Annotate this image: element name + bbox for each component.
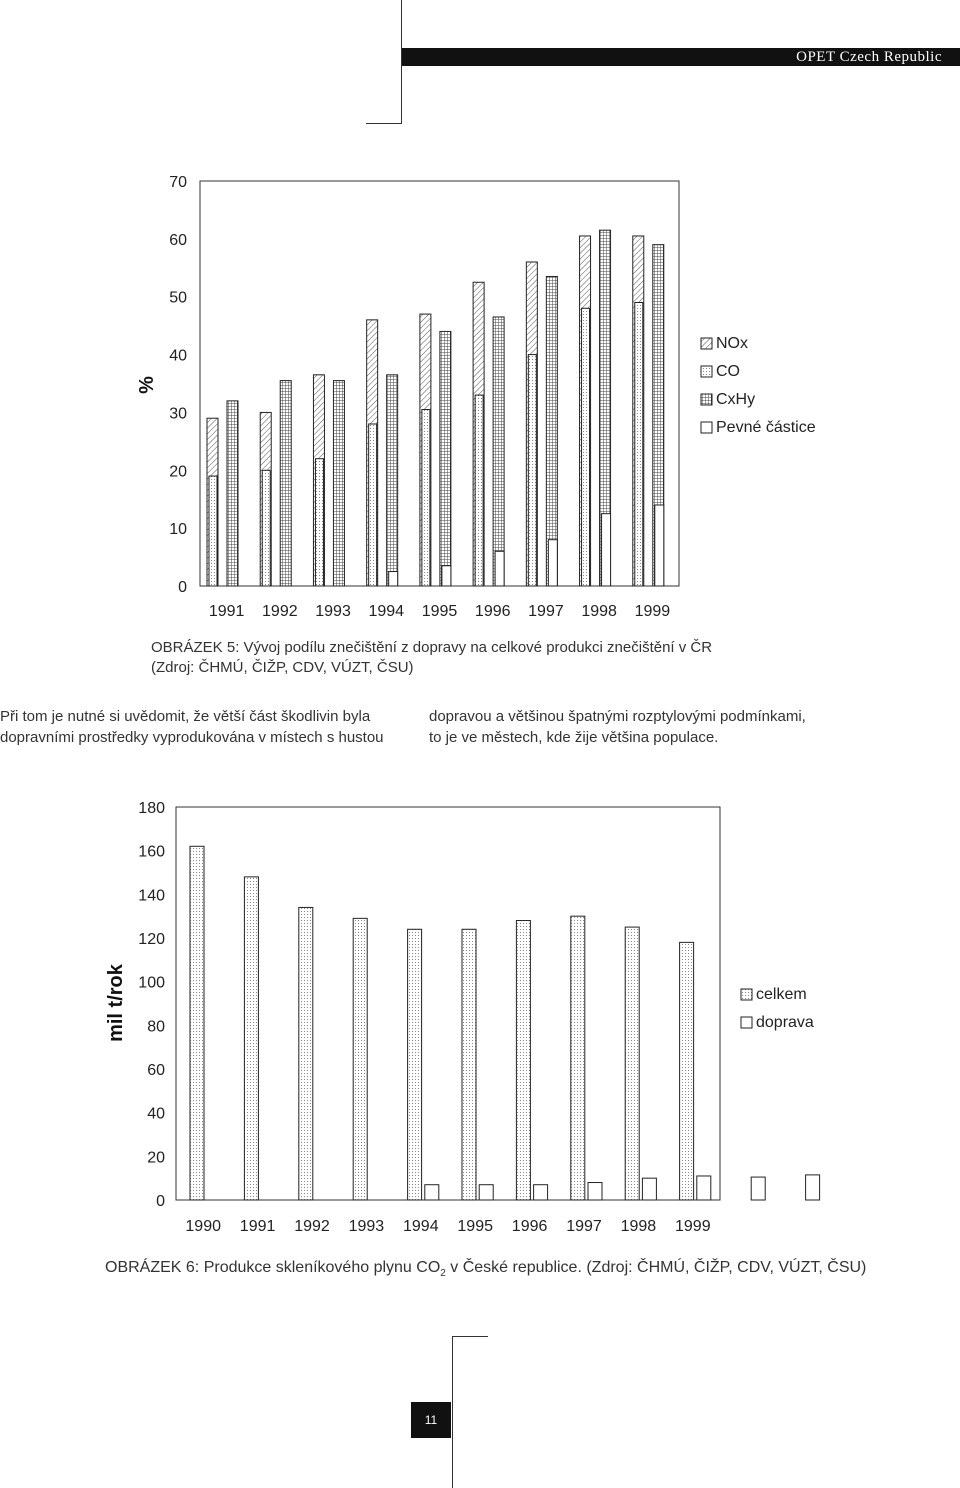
y-tick-label: 30 bbox=[169, 405, 187, 423]
x-tick-label: 1991 bbox=[239, 1218, 276, 1235]
legend-label: Pevné částice bbox=[716, 419, 816, 436]
y-tick-label: 100 bbox=[138, 974, 165, 992]
bar-cxhy bbox=[227, 401, 238, 586]
bar-co bbox=[635, 303, 643, 587]
bar-co bbox=[315, 459, 323, 586]
x-tick-label: 1998 bbox=[620, 1218, 657, 1235]
y-tick-label: 10 bbox=[169, 521, 187, 539]
figure6-caption-rest: v České republice. (Zdroj: ČHMÚ, ČIŽP, CDV, VÚZT, ČSU) bbox=[445, 1259, 867, 1276]
bar-celkem bbox=[190, 846, 204, 1200]
x-tick-label: 1992 bbox=[262, 603, 298, 620]
footer-corner-line bbox=[452, 1336, 488, 1337]
legend-label: doprava bbox=[756, 1014, 814, 1031]
y-tick-label: 40 bbox=[147, 1105, 165, 1123]
body-right-line2: to je ve městech, kde žije většina populace. bbox=[429, 729, 719, 746]
legend-swatch bbox=[741, 1017, 752, 1028]
bar-co bbox=[262, 470, 270, 586]
y-tick-label: 0 bbox=[156, 1193, 165, 1210]
bar-doprava bbox=[588, 1183, 602, 1200]
bar-cxhy bbox=[387, 375, 398, 586]
bar-doprava bbox=[642, 1178, 656, 1200]
bar-celkem bbox=[571, 916, 585, 1200]
y-axis-label: % bbox=[136, 376, 158, 394]
x-tick-label: 1993 bbox=[348, 1218, 385, 1235]
figure6-caption bbox=[105, 1258, 866, 1284]
x-tick-label: 1995 bbox=[421, 603, 458, 620]
figure5-caption-line1: OBRÁZEK 5: Vývoj podílu znečištění z dopravy na celkové produkci znečištění v ČR bbox=[151, 639, 713, 656]
bar-pevné-částice bbox=[548, 540, 557, 586]
body-right-line1: dopravou a většinou špatnými rozptylovými podmínkami, bbox=[429, 708, 806, 725]
bar-cxhy bbox=[440, 331, 451, 586]
figure5-caption bbox=[151, 638, 712, 678]
legend-swatch bbox=[701, 422, 712, 433]
bar-pevné-částice bbox=[442, 566, 451, 586]
y-tick-label: 0 bbox=[178, 579, 187, 596]
bar-celkem bbox=[462, 929, 476, 1200]
bar-co bbox=[475, 395, 483, 586]
y-tick-label: 70 bbox=[169, 174, 187, 191]
bar-doprava bbox=[751, 1177, 765, 1200]
y-tick-label: 20 bbox=[169, 463, 187, 481]
legend-label: NOx bbox=[716, 335, 748, 352]
bar-celkem bbox=[516, 921, 530, 1200]
x-tick-label: 1992 bbox=[294, 1218, 330, 1235]
y-axis-label: mil t/rok bbox=[105, 964, 127, 1042]
x-tick-label: 1995 bbox=[457, 1218, 493, 1235]
bar-doprava bbox=[479, 1185, 493, 1200]
bar-cxhy bbox=[280, 381, 291, 586]
bar-co bbox=[369, 424, 377, 586]
x-tick-label: 1998 bbox=[581, 603, 617, 620]
x-tick-label: 1997 bbox=[528, 603, 564, 620]
bar-celkem bbox=[625, 927, 639, 1200]
legend-label: celkem bbox=[756, 986, 807, 1003]
bar-cxhy bbox=[333, 381, 344, 586]
legend-swatch bbox=[701, 366, 712, 377]
bar-co bbox=[528, 355, 536, 586]
bar-celkem bbox=[353, 918, 367, 1200]
legend-label: CO bbox=[716, 363, 740, 380]
body-text-left bbox=[0, 706, 384, 748]
y-tick-label: 80 bbox=[147, 1018, 165, 1036]
header-bar bbox=[402, 48, 960, 66]
bar-pevné-částice bbox=[389, 572, 398, 586]
header-title: OPET Czech Republic bbox=[796, 49, 942, 65]
x-tick-label: 1991 bbox=[208, 603, 245, 620]
x-tick-label: 1996 bbox=[511, 1218, 548, 1235]
bar-doprava bbox=[806, 1175, 820, 1200]
x-tick-label: 1996 bbox=[474, 603, 511, 620]
legend-label: CxHy bbox=[716, 391, 756, 408]
y-tick-label: 40 bbox=[169, 347, 187, 365]
bar-co bbox=[209, 476, 217, 586]
bar-pevné-částice bbox=[655, 505, 664, 586]
x-tick-label: 1990 bbox=[185, 1218, 221, 1235]
bar-co bbox=[582, 308, 590, 586]
y-tick-label: 120 bbox=[138, 931, 165, 948]
figure5-caption-line2: (Zdroj: ČHMÚ, ČIŽP, CDV, VÚZT, ČSU) bbox=[151, 659, 414, 676]
header-vertical-line bbox=[401, 0, 402, 124]
page-number: 11 bbox=[411, 1402, 451, 1438]
bar-doprava bbox=[534, 1185, 548, 1200]
legend-swatch bbox=[701, 338, 712, 349]
y-tick-label: 50 bbox=[169, 289, 187, 307]
bar-pevné-částice bbox=[495, 551, 504, 586]
bar-cxhy bbox=[493, 317, 504, 586]
y-tick-label: 20 bbox=[147, 1149, 165, 1167]
bar-pevné-částice bbox=[602, 514, 611, 586]
bar-celkem bbox=[680, 942, 694, 1200]
y-tick-label: 60 bbox=[147, 1062, 165, 1079]
y-tick-label: 140 bbox=[138, 887, 165, 905]
y-tick-label: 160 bbox=[138, 843, 165, 861]
bar-doprava bbox=[425, 1185, 439, 1200]
header-corner-line bbox=[366, 123, 402, 124]
y-tick-label: 180 bbox=[138, 800, 165, 817]
x-tick-label: 1994 bbox=[403, 1218, 439, 1235]
x-tick-label: 1999 bbox=[634, 603, 671, 620]
x-tick-label: 1994 bbox=[368, 603, 405, 620]
body-text-right bbox=[429, 706, 806, 748]
x-tick-label: 1993 bbox=[315, 603, 351, 620]
bar-celkem bbox=[408, 929, 422, 1200]
figure6-caption-sub: 2 bbox=[440, 1268, 446, 1280]
figure6-caption-text: OBRÁZEK 6: Produkce skleníkového plynu CO bbox=[105, 1259, 441, 1276]
chart-figure6 bbox=[0, 790, 960, 1250]
bar-co bbox=[422, 410, 430, 586]
footer-vertical-line bbox=[452, 1336, 453, 1488]
x-tick-label: 1999 bbox=[675, 1218, 711, 1235]
body-left-line1: Při tom je nutné si uvědomit, že větší část škodlivin byla bbox=[0, 708, 371, 725]
chart-figure5 bbox=[0, 160, 960, 630]
legend-swatch bbox=[701, 394, 712, 405]
bar-doprava bbox=[697, 1176, 711, 1200]
bar-celkem bbox=[299, 907, 313, 1200]
bar-celkem bbox=[244, 877, 258, 1200]
legend-swatch bbox=[741, 989, 752, 1000]
x-tick-label: 1997 bbox=[566, 1218, 602, 1235]
body-left-line2: dopravními prostředky vyprodukována v místech s hustou bbox=[0, 729, 384, 746]
y-tick-label: 60 bbox=[169, 231, 187, 249]
